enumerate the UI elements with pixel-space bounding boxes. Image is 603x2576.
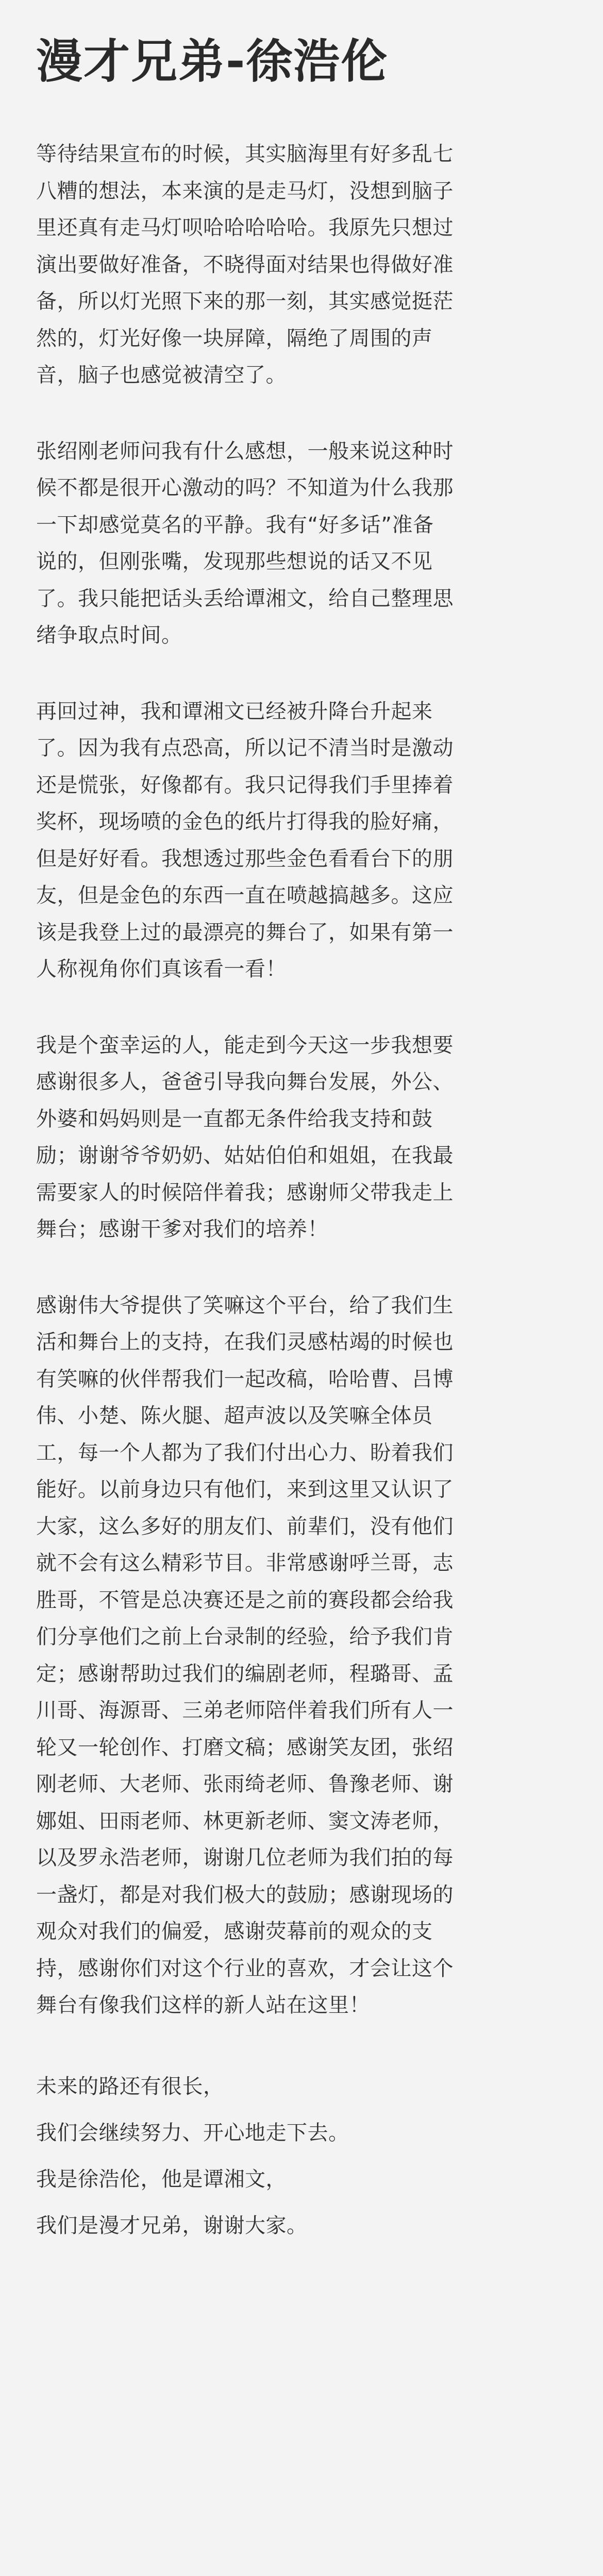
text-line: 说的，但刚张嘴，发现那些想说的话又不见 [36,550,433,573]
text-line: 音，脑子也感觉被清空了。 [36,363,287,387]
paragraph-2 [36,433,567,654]
closing-line: 我们会继续努力、开心地走下去。 [36,2121,349,2145]
text-line: 大家，这么多好的朋友们、前辈们，没有他们 [36,1514,454,1538]
text-line: 但是好好看。我想透过那些金色看看台下的朋 [36,846,454,871]
text-line: 刚老师、大老师、张雨绮老师、鲁豫老师、谢 [36,1772,454,1796]
closing-paragraph [36,2063,567,2249]
text-line: 川哥、海源哥、三弟老师陪伴着我们所有人一 [36,1699,454,1722]
text-line: 活和舞台上的支持，在我们灵感枯竭的时候也 [36,1330,454,1354]
text-line: 等待结果宣布的时候，其实脑海里有好多乱七 [36,142,454,166]
paragraph-5 [36,1287,567,2024]
text-line: 张绍刚老师问我有什么感想，一般来说这种时 [36,439,454,463]
text-line: 舞台；感谢干爹对我们的培养！ [36,1217,328,1241]
text-line: 感谢很多人，爸爸引导我向舞台发展，外公、 [36,1070,454,1094]
text-line: 备，所以灯光照下来的那一刻，其实感觉挺茫 [36,290,454,313]
text-line: 奖杯，现场喷的金色的纸片打得我的脸好痛， [36,810,454,834]
text-line: 就不会有这么精彩节目。非常感谢呼兰哥，志 [36,1551,454,1575]
text-line: 感谢伟大爷提供了笑嘛这个平台，给了我们生 [36,1293,454,1317]
text-line: 绪争取点时间。 [36,623,182,647]
text-line: 里还真有走马灯呗哈哈哈哈哈。我原先只想过 [36,216,454,240]
text-line: 娜姐、田雨老师、林更新老师、窦文涛老师， [36,1809,454,1833]
text-line: 需要家人的时候陪伴着我；感谢师父带我走上 [36,1180,454,1205]
paragraph-1 [36,136,567,394]
paragraph-3 [36,693,567,988]
closing-line: 我是徐浩伦，他是谭湘文， [36,2167,287,2191]
text-line: 我是个蛮幸运的人，能走到今天这一步我想要 [36,1033,454,1057]
text-line: 观众对我们的偏爱，感谢荧幕前的观众的支 [36,1920,433,1943]
text-line: 人称视角你们真该看一看！ [36,957,287,981]
text-line: 励；谢谢爷爷奶奶、姑姑伯伯和姐姐，在我最 [36,1144,454,1167]
text-line: 演出要做好准备，不晓得面对结果也得做好准 [36,252,454,277]
text-line: 有笑嘛的伙伴帮我们一起改稿，哈哈曹、吕博 [36,1367,454,1391]
closing-line: 未来的路还有很长， [36,2074,224,2098]
text-line: 了。我只能把话头丢给谭湘文，给自己整理思 [36,586,454,611]
text-line: 伟、小楚、陈火腿、超声波以及笑嘛全体员 [36,1404,433,1428]
text-line: 外婆和妈妈则是一直都无条件给我支持和鼓 [36,1107,433,1131]
text-line: 了。因为我有点恐高，所以记不清当时是激动 [36,736,454,760]
text-line: 轮又一轮创作、打磨文稿；感谢笑友团，张绍 [36,1735,454,1759]
text-line: 该是我登上过的最漂亮的舞台了，如果有第一 [36,920,454,944]
paragraph-4 [36,1027,567,1248]
closing-line: 我们是漫才兄弟，谢谢大家。 [36,2213,308,2238]
text-line: 还是慌张，好像都有。我只记得我们手里捧着 [36,773,454,797]
text-line: 持，感谢你们对这个行业的喜欢，才会让这个 [36,1956,454,1980]
text-line: 友，但是金色的东西一直在喷越搞越多。这应 [36,884,454,907]
text-line: 们分享他们之前上台录制的经验，给予我们肯 [36,1625,454,1649]
text-line: 一下却感觉莫名的平静。我有“好多话”准备 [36,513,434,537]
text-line: 以及罗永浩老师，谢谢几位老师为我们拍的每 [36,1846,454,1870]
page-title: 漫才兄弟-徐浩伦 [36,35,389,89]
text-line: 胜哥，不管是总决赛还是之前的赛段都会给我 [36,1588,454,1612]
text-line: 能好。以前身边只有他们，来到这里又认识了 [36,1478,454,1501]
text-line: 八糟的想法，本来演的是走马灯，没想到脑子 [36,179,454,203]
text-line: 定；感谢帮助过我们的编剧老师，程璐哥、孟 [36,1662,454,1686]
text-line: 然的，灯光好像一块屏障，隔绝了周围的声 [36,326,433,350]
text-line: 一盏灯，都是对我们极大的鼓励；感谢现场的 [36,1883,454,1907]
text-line: 再回过神，我和谭湘文已经被升降台升起来 [36,699,433,723]
text-line: 候不都是很开心激动的吗？不知道为什么我那 [36,476,454,500]
text-line: 工，每一个人都为了我们付出心力、盼着我们 [36,1440,454,1465]
text-line: 舞台有像我们这样的新人站在这里！ [36,1993,370,2017]
